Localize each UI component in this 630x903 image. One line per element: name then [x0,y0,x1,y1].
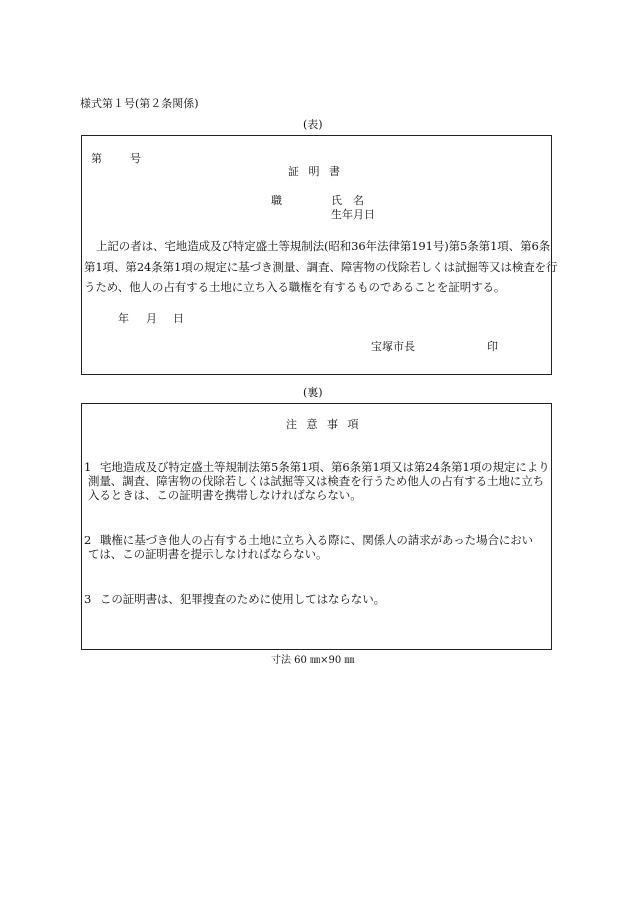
form-number-header: 様式第１号(第２条関係) [80,97,199,110]
birthdate-label: 生年月日 [331,208,375,221]
note-item-2-line-1: 職権に基づき他人の占有する土地に立ち入る際に、関係人の請求があった場合におい [100,533,534,547]
date-day-label: 日 [173,312,184,325]
seal-label: 印 [487,340,498,353]
certificate-number-label: 第 号 [91,152,141,165]
note-item-1-line-1: 宅地造成及び特定盛土等規制法第5条第1項、第6条第1項又は第24条第1項の規定により [100,460,550,474]
note-item-3-line-1: この証明書は、犯罪捜査のために使用してはならない。 [100,592,385,606]
date-month-label: 月 [146,312,157,325]
note-item-1-number: 1 [84,460,92,474]
certificate-body-line-3: うため、他人の占有する土地に立ち入る職権を有するものであることを証明する。 [84,280,506,294]
note-item-2-line-2: ては、この証明書を提示しなければならない。 [88,547,328,561]
note-item-3-number: 3 [84,592,92,606]
certificate-body-line-1: 上記の者は、宅地造成及び特定盛土等規制法(昭和36年法律第191号)第5条第1項、第6条 [96,239,551,253]
note-item-1-line-3: 入るときは、この証明書を携帯しなければならない。 [88,488,362,502]
notes-title: 注 意 事 項 [286,418,362,431]
certificate-back-panel [81,403,552,650]
certificate-title: 証 明 書 [288,165,343,178]
certificate-body-line-2: 第1項、第24条第1項の規定に基づき測量、調査、障害物の伐除若しくは試掘等又は検査を行 [84,260,558,274]
date-year-label: 年 [118,312,129,325]
name-label: 氏 名 [331,194,364,207]
front-side-label: (表) [303,118,323,131]
card-size-note: 寸法 60 ㎜×90 ㎜ [271,655,355,666]
position-label: 職 [271,194,282,207]
note-item-2-number: 2 [84,533,92,547]
back-side-label: (裏) [303,386,323,399]
note-item-1-line-2: 測量、調査、障害物の伐除若しくは試掘等又は検査を行うため他人の占有する土地に立ち [88,474,544,488]
issuer-label: 宝塚市長 [371,340,415,353]
